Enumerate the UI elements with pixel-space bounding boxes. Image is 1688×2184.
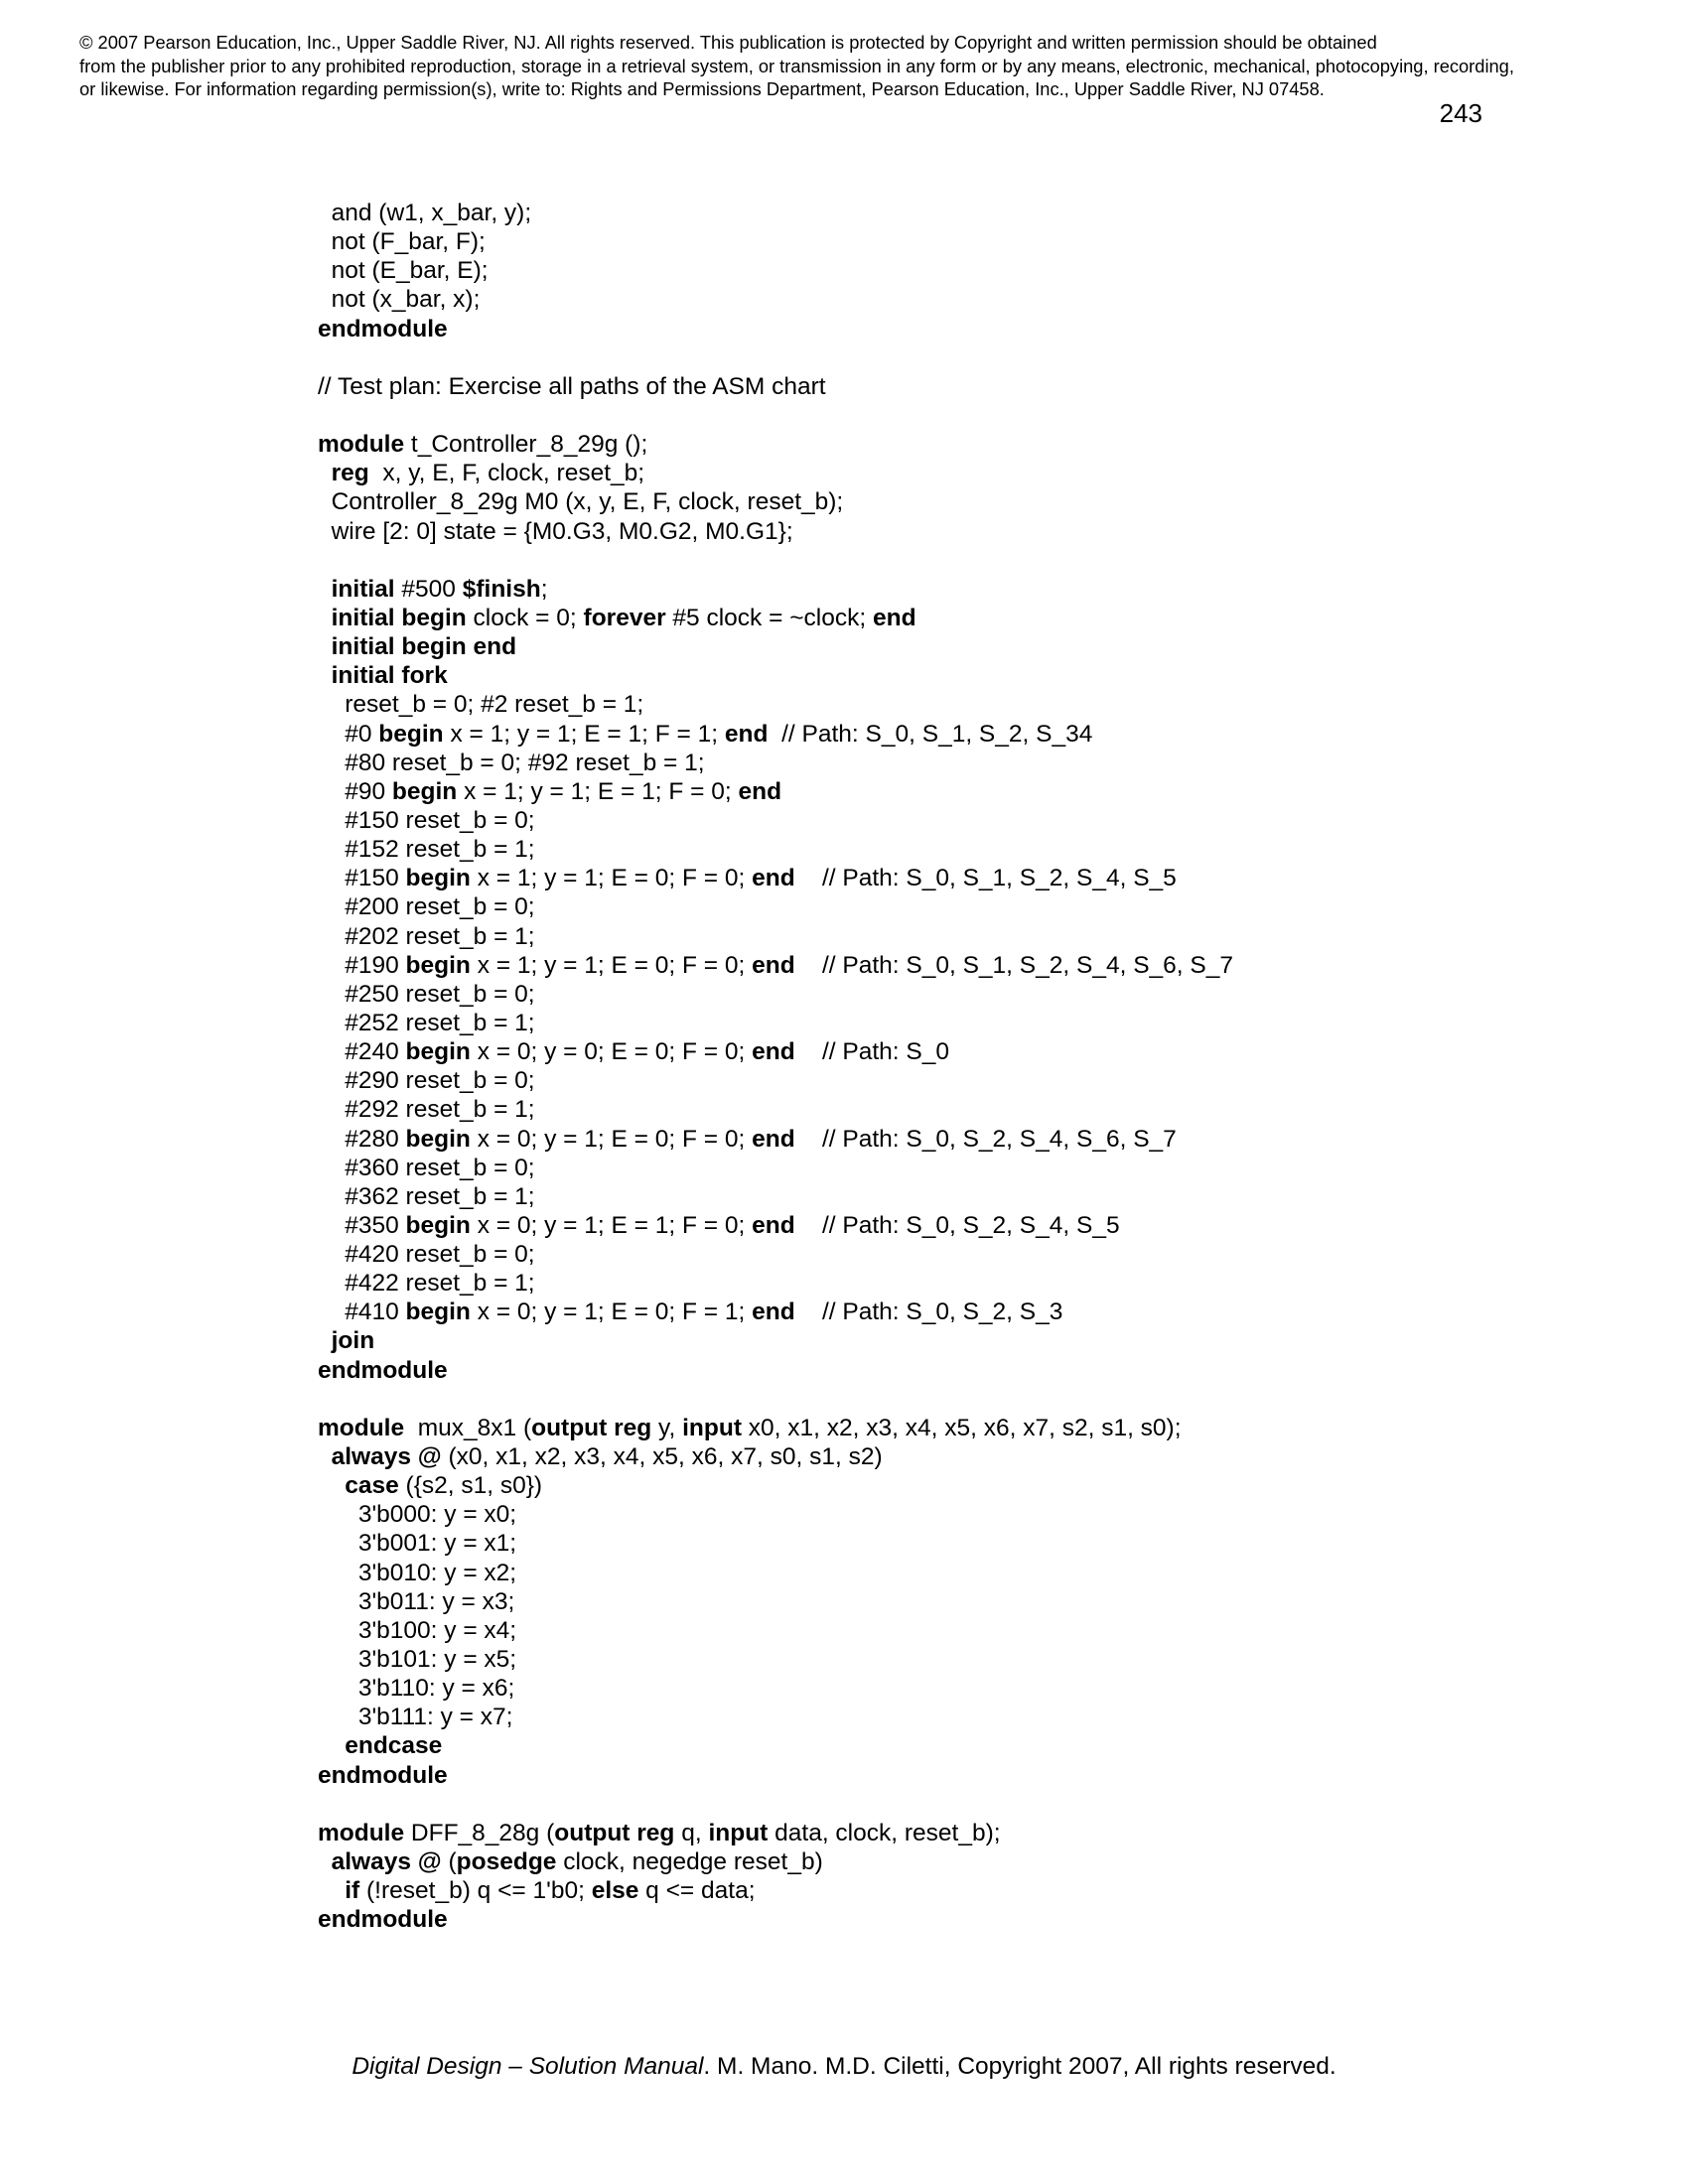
code-keyword: end [752, 1038, 795, 1066]
copyright-line: © 2007 Pearson Education, Inc., Upper Saddle River, NJ. All rights reserved. This publication is protected by Copyright and written permission should be obtained [79, 32, 1377, 53]
code-line [318, 315, 1410, 343]
code-text: // Path: S_0, S_2, S_4, S_6, S_7 [794, 1125, 1177, 1153]
code-line [318, 749, 1410, 777]
code-keyword: end [752, 865, 795, 892]
code-line [318, 1587, 1410, 1616]
code-text: // Path: S_0, S_1, S_2, S_4, S_6, S_7 [794, 951, 1234, 979]
code-text: x = 0; y = 1; E = 1; F = 0; [470, 1211, 753, 1239]
code-text: #200 reset_b = 0; [318, 893, 535, 921]
code-line [318, 1125, 1410, 1154]
code-line [318, 199, 1410, 227]
code-keyword: module [318, 1414, 405, 1441]
code-keyword: begin [391, 777, 458, 805]
code-keyword: end [752, 1298, 795, 1326]
code-keyword: endmodule [318, 1761, 448, 1789]
code-keyword: else [591, 1877, 639, 1905]
code-text [318, 662, 332, 689]
code-text: 3'b101: y = x5; [318, 1646, 517, 1674]
code-text: 3'b010: y = x2; [318, 1559, 517, 1586]
code-line [318, 372, 1410, 401]
code-text: 3'b000: y = x0; [318, 1501, 517, 1529]
code-line [318, 690, 1410, 719]
code-line [318, 661, 1410, 690]
code-line [318, 1182, 1410, 1211]
code-keyword: end [872, 604, 916, 631]
code-text: x = 1; y = 1; E = 1; F = 1; [443, 720, 725, 748]
code-text: #150 [318, 865, 406, 892]
code-text [318, 576, 332, 603]
code-line [318, 401, 1410, 430]
code-keyword: module [318, 1819, 405, 1846]
code-line [318, 256, 1410, 285]
code-line [318, 1645, 1410, 1674]
code-line [318, 835, 1410, 864]
code-keyword: begin [405, 1211, 471, 1239]
code-line [318, 604, 1410, 632]
code-text: #420 reset_b = 0; [318, 1241, 535, 1269]
code-line [318, 1471, 1410, 1500]
code-text: #350 [318, 1211, 406, 1239]
code-text: #290 reset_b = 0; [318, 1067, 535, 1095]
code-line [318, 922, 1410, 951]
code-keyword: begin [405, 1125, 471, 1153]
code-keyword: output reg [531, 1414, 652, 1441]
code-keyword: module [318, 431, 405, 459]
code-keyword: if [345, 1877, 360, 1905]
code-keyword: begin [405, 1298, 471, 1326]
code-keyword: case [345, 1472, 399, 1500]
code-line [318, 1154, 1410, 1182]
code-text: wire [2: 0] state = {M0.G3, M0.G2, M0.G1}; [318, 517, 793, 545]
code-text: // Path: S_0 [794, 1038, 949, 1066]
code-text: #360 reset_b = 0; [318, 1154, 535, 1181]
code-line [318, 864, 1410, 892]
code-line [318, 546, 1410, 575]
code-text: x, y, E, F, clock, reset_b; [368, 460, 645, 487]
code-text: #150 reset_b = 0; [318, 806, 535, 834]
code-text: and (w1, x_bar, y); [318, 200, 532, 226]
code-keyword: begin [405, 951, 471, 979]
code-text: y, [651, 1414, 683, 1441]
code-line [318, 1211, 1410, 1240]
code-text: x = 1; y = 1; E = 0; F = 0; [470, 951, 753, 979]
code-text: #410 [318, 1298, 406, 1326]
code-keyword: input [708, 1819, 769, 1846]
code-keyword: begin [378, 720, 444, 748]
code-text [318, 1848, 332, 1875]
code-keyword: forever [583, 604, 666, 631]
code-line [318, 1616, 1410, 1645]
code-line [318, 1095, 1410, 1124]
page-number: 243 [1439, 98, 1482, 128]
code-keyword: endmodule [318, 315, 448, 342]
code-text [318, 605, 332, 631]
code-line [318, 980, 1410, 1009]
code-text: not (x_bar, x); [318, 286, 481, 314]
code-text: not (E_bar, E); [318, 257, 489, 285]
code-line [318, 1559, 1410, 1587]
code-keyword: endmodule [318, 1356, 448, 1384]
verilog-code-listing [318, 199, 1410, 1934]
code-text: mux_8x1 ( [404, 1414, 532, 1441]
code-keyword: initial begin end [331, 633, 517, 661]
code-keyword: posedge [456, 1848, 557, 1876]
code-text: #250 reset_b = 0; [318, 980, 535, 1008]
code-line [318, 227, 1410, 256]
code-text: x = 0; y = 1; E = 0; F = 1; [470, 1298, 753, 1326]
code-text: #5 clock = ~clock; [665, 604, 873, 631]
code-text [318, 1327, 332, 1354]
code-line [318, 1731, 1410, 1760]
code-keyword: end [738, 777, 782, 805]
code-text: #252 reset_b = 1; [318, 1009, 535, 1036]
code-line [318, 1905, 1410, 1934]
code-line [318, 1674, 1410, 1703]
code-text: 3'b001: y = x1; [318, 1530, 517, 1558]
code-line [318, 777, 1410, 806]
code-line [318, 1529, 1410, 1558]
code-line [318, 459, 1410, 487]
code-text: #240 [318, 1038, 406, 1066]
code-text: x = 0; y = 1; E = 0; F = 0; [470, 1125, 753, 1153]
code-line [318, 430, 1410, 459]
code-text: ; [540, 575, 548, 603]
code-text: #362 reset_b = 1; [318, 1182, 535, 1210]
code-text: x = 0; y = 0; E = 0; F = 0; [470, 1038, 753, 1066]
code-text: q, [674, 1819, 709, 1846]
code-text: (x0, x1, x2, x3, x4, x5, x6, x7, s0, s1, s2) [441, 1443, 883, 1471]
code-text: // Path: S_0, S_1, S_2, S_34 [768, 720, 1093, 748]
code-text: x0, x1, x2, x3, x4, x5, x6, x7, s2, s1, s0); [741, 1414, 1182, 1441]
code-line [318, 1876, 1410, 1905]
copyright-line: or likewise. For information regarding permission(s), write to: Rights and Permissions Department, Pearson Education, Inc., Upper Saddle River, NJ 07458. [79, 78, 1325, 99]
code-keyword: initial fork [331, 662, 448, 690]
code-keyword: begin [405, 865, 471, 892]
code-line [318, 1790, 1410, 1819]
code-text [318, 460, 332, 486]
code-line [318, 892, 1410, 921]
code-line [318, 1297, 1410, 1326]
code-text: #90 [318, 777, 392, 805]
code-text: DFF_8_28g ( [404, 1819, 555, 1846]
code-line [318, 632, 1410, 661]
code-text [318, 1472, 345, 1499]
code-keyword: initial [331, 575, 395, 603]
code-text: 3'b011: y = x3; [318, 1587, 515, 1615]
code-text: t_Controller_8_29g (); [404, 431, 648, 459]
code-keyword: endmodule [318, 1906, 448, 1934]
code-line [318, 343, 1410, 372]
code-keyword: initial begin [331, 604, 467, 631]
footer-book-title: Digital Design – Solution Manual [352, 2053, 704, 2080]
copyright-line: from the publisher prior to any prohibited reproduction, storage in a retrieval system, or transmission in any form or by any means, electronic, mechanical, photocopying, recording, [79, 55, 1514, 76]
code-keyword: output reg [554, 1819, 675, 1846]
code-text: x = 1; y = 1; E = 1; F = 0; [457, 777, 739, 805]
code-text [318, 1443, 332, 1470]
code-line [318, 1847, 1410, 1876]
code-line [318, 1037, 1410, 1066]
code-keyword: endcase [345, 1732, 443, 1760]
code-text: #280 [318, 1125, 406, 1153]
code-text: #500 [394, 575, 463, 603]
code-keyword: join [331, 1327, 375, 1355]
code-keyword: end [752, 1125, 795, 1153]
code-text: #190 [318, 951, 406, 979]
code-line [318, 951, 1410, 980]
code-text: // Path: S_0, S_2, S_4, S_5 [794, 1211, 1120, 1239]
code-line [318, 517, 1410, 546]
code-text: #0 [318, 720, 379, 748]
code-line [318, 1066, 1410, 1095]
code-keyword: end [724, 720, 769, 748]
code-text: #292 reset_b = 1; [318, 1096, 535, 1124]
code-text [318, 1877, 345, 1904]
code-text: clock, negedge reset_b) [556, 1848, 823, 1876]
code-text: reset_b = 0; #2 reset_b = 1; [318, 691, 644, 719]
code-keyword: begin [405, 1038, 471, 1066]
code-keyword: reg [331, 460, 369, 487]
code-line [318, 285, 1410, 314]
code-keyword: always @ [331, 1848, 442, 1876]
code-text: 3'b110: y = x6; [318, 1675, 515, 1703]
code-line [318, 1703, 1410, 1731]
code-line [318, 720, 1410, 749]
code-line [318, 1356, 1410, 1385]
code-keyword: end [752, 1211, 795, 1239]
code-line [318, 1326, 1410, 1355]
code-text: 3'b100: y = x4; [318, 1616, 517, 1644]
code-line [318, 575, 1410, 604]
code-text: 3'b111: y = x7; [318, 1704, 513, 1731]
code-text: // Test plan: Exercise all paths of the ASM chart [318, 372, 826, 400]
code-line [318, 1269, 1410, 1297]
code-line [318, 1442, 1410, 1471]
code-line [318, 1500, 1410, 1529]
page-footer [0, 2052, 1688, 2082]
code-keyword: end [752, 951, 795, 979]
code-line [318, 1385, 1410, 1414]
code-line [318, 1240, 1410, 1269]
code-text: ({s2, s1, s0}) [398, 1472, 543, 1500]
code-text: Controller_8_29g M0 (x, y, E, F, clock, reset_b); [318, 488, 844, 516]
code-keyword: input [682, 1414, 742, 1441]
code-text: // Path: S_0, S_1, S_2, S_4, S_5 [794, 865, 1177, 892]
code-text: clock = 0; [466, 604, 584, 631]
code-keyword: $finish [462, 575, 541, 603]
code-text: ( [441, 1848, 457, 1876]
code-line [318, 1819, 1410, 1847]
code-text: #152 reset_b = 1; [318, 836, 535, 864]
code-text: #80 reset_b = 0; #92 reset_b = 1; [318, 749, 705, 776]
copyright-notice [79, 31, 1628, 101]
code-text: (!reset_b) q <= 1'b0; [359, 1877, 592, 1905]
code-text [318, 1732, 345, 1759]
code-line [318, 1761, 1410, 1790]
footer-credits: . M. Mano. M.D. Ciletti, Copyright 2007, All rights reserved. [703, 2053, 1336, 2080]
code-text: data, clock, reset_b); [768, 1819, 1001, 1846]
code-text: q <= data; [638, 1877, 756, 1905]
code-text: #202 reset_b = 1; [318, 922, 535, 950]
code-text: // Path: S_0, S_2, S_3 [794, 1298, 1063, 1326]
code-text: #422 reset_b = 1; [318, 1270, 535, 1297]
code-text: not (F_bar, F); [318, 228, 486, 256]
code-line [318, 806, 1410, 835]
code-text: x = 1; y = 1; E = 0; F = 0; [470, 865, 753, 892]
code-line [318, 1009, 1410, 1037]
code-text [318, 633, 332, 660]
code-keyword: always @ [331, 1443, 442, 1471]
code-line [318, 487, 1410, 516]
code-line [318, 1414, 1410, 1442]
